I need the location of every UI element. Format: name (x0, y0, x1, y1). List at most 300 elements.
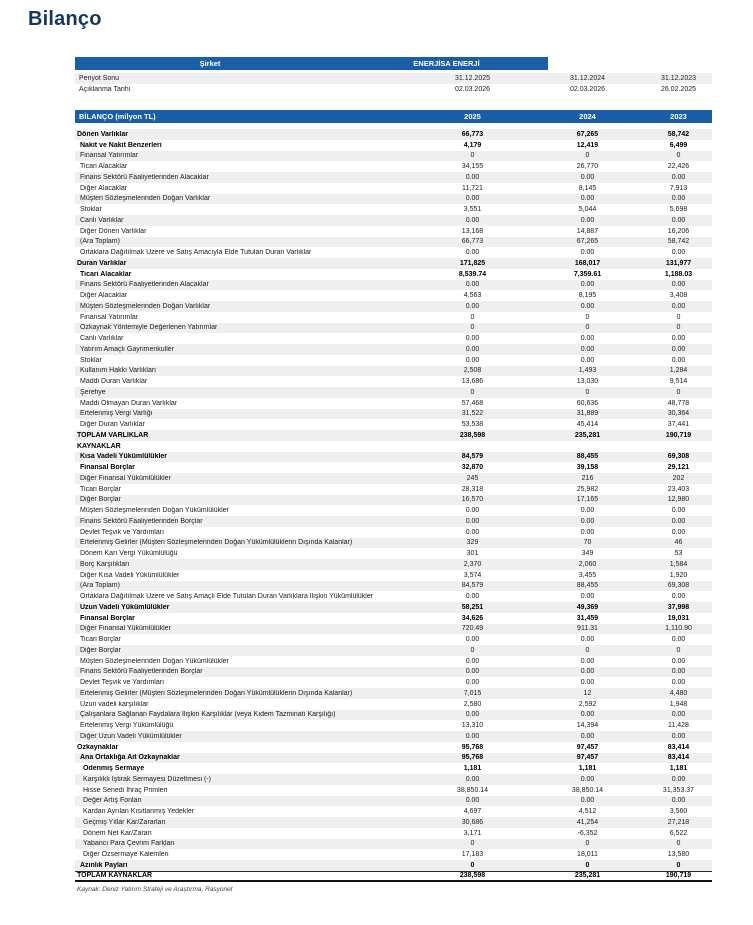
cell-2023: 83,414 (667, 743, 690, 751)
cell-2024: 31.12.2024 (569, 75, 606, 82)
balance-table-body (75, 129, 712, 882)
table-row (75, 688, 712, 699)
cell-2024: 0.00 (580, 356, 595, 364)
cell-2025: 0 (470, 646, 475, 654)
cell-2023: 0 (676, 388, 681, 396)
page-title: Bilanço (28, 8, 102, 30)
table-row (75, 269, 712, 280)
table-row (75, 796, 712, 807)
cell-2023: 0.00 (671, 173, 686, 181)
cell-2025: 0.00 (465, 302, 480, 310)
cell-2025: 0.00 (465, 249, 480, 257)
cell-2024: 14,394 (576, 722, 599, 730)
table-row (75, 763, 712, 774)
row-label: Finans Sektörü Faaliyetlerinden Borçlar (80, 517, 203, 525)
row-label: Diğer Özsermaye Kalemleri (83, 851, 169, 859)
cell-2023: 0.00 (671, 711, 686, 719)
row-label: Devlet Teşvik ve Yardımları (80, 528, 165, 536)
cell-2023: 37,441 (667, 421, 690, 429)
cell-2024: 0.00 (580, 593, 595, 601)
cell-2025: 8,539.74 (458, 270, 487, 278)
row-label: Özkaynaklar (77, 743, 119, 751)
cell-2024: 31,459 (576, 614, 599, 622)
year-column-2024: 2024 (579, 112, 596, 121)
table-row (75, 312, 712, 323)
cell-2025: 66,773 (461, 130, 484, 138)
cell-2025: 0 (470, 388, 475, 396)
cell-2023: 46 (674, 539, 683, 547)
cell-2024: -6,352 (577, 829, 598, 837)
cell-2024: 5,044 (578, 206, 597, 214)
table-row (75, 645, 712, 656)
cell-2023: 0.00 (671, 593, 686, 601)
row-label: Diğer Finansal Yükümlülükler (80, 625, 171, 633)
cell-2025: 66,773 (461, 238, 484, 246)
cell-2024: 0 (585, 313, 590, 321)
cell-2023: 0 (676, 861, 681, 869)
cell-2023: 19,031 (667, 614, 690, 622)
cell-2023: 0.00 (671, 732, 686, 740)
cell-2024: 49,369 (576, 603, 599, 611)
cell-2024: 0.00 (580, 281, 595, 289)
cell-2024: 7,359.61 (573, 270, 602, 278)
row-label: Yatırım Amaçlı Gayrimenkuller (80, 345, 175, 353)
cell-2023: 1,948 (669, 700, 688, 708)
cell-2024: 0.00 (580, 345, 595, 353)
cell-2023: 13,580 (667, 851, 690, 859)
table-row (75, 409, 712, 420)
table-row (75, 226, 712, 237)
cell-2023: 0.00 (671, 302, 686, 310)
cell-2025: 13,168 (461, 227, 484, 235)
cell-2025: 53,538 (461, 421, 484, 429)
cell-2023: 0.00 (671, 517, 686, 525)
cell-2024: 3,455 (578, 571, 597, 579)
cell-2023: 1,920 (669, 571, 688, 579)
cell-2025: 1,181 (463, 765, 482, 773)
row-label: Müşteri Sözleşmelerinden Doğan Yükümlülükler (80, 507, 229, 515)
meta-row (75, 84, 712, 95)
cell-2025: 84,579 (461, 582, 484, 590)
table-row (75, 419, 712, 430)
cell-2025: 2,508 (463, 367, 482, 375)
table-row (75, 538, 712, 549)
cell-2025: 0.00 (465, 195, 480, 203)
cell-2025: 4,563 (463, 292, 482, 300)
cell-2024: 38,850.14 (571, 786, 604, 794)
row-label: Çalışanlara Sağlanan Faydalara İlişkin Karşılıklar (veya Kıdem Tazminatı Karşılığı) (80, 711, 336, 719)
cell-2023: 0.00 (671, 657, 686, 665)
cell-2024: 0.00 (580, 517, 595, 525)
table-row (75, 828, 712, 839)
cell-2023: 22,426 (667, 163, 690, 171)
table-row (75, 247, 712, 258)
table-row (75, 753, 712, 764)
table-row (75, 806, 712, 817)
cell-2024: 0.00 (580, 668, 595, 676)
cell-2023: 16,206 (667, 227, 690, 235)
table-row (75, 161, 712, 172)
cell-2024: 0 (585, 324, 590, 332)
cell-2023: 27,218 (667, 818, 690, 826)
row-label: Ertelenmiş Gelirler (Müşteri Sözleşmelerinden Doğan Yükümlülüklerin Dışında Kalanlar) (80, 689, 353, 697)
row-label: Ödenmiş Sermaye (83, 765, 145, 773)
cell-2023: 0.00 (671, 281, 686, 289)
cell-2024: 97,457 (576, 743, 599, 751)
cell-2025: 0.00 (465, 216, 480, 224)
cell-2023: 0 (676, 840, 681, 848)
cell-2024: 0.00 (580, 216, 595, 224)
cell-2025: 17,183 (461, 851, 484, 859)
table-header-bar (75, 110, 712, 123)
cell-2024: 25,982 (576, 485, 599, 493)
row-label: Diğer Alacaklar (80, 184, 128, 192)
cell-2024: 0.00 (580, 173, 595, 181)
cell-2023: 0.00 (671, 636, 686, 644)
table-row (75, 495, 712, 506)
cell-2025: 0.00 (465, 711, 480, 719)
row-label: TOPLAM KAYNAKLAR (77, 872, 153, 880)
table-row (75, 484, 712, 495)
cell-2023: 83,414 (667, 754, 690, 762)
row-label: Açıklanma Tarihi (79, 86, 131, 93)
cell-2024: 0.00 (580, 679, 595, 687)
cell-2025: 02.03.2026 (454, 86, 491, 93)
table-row (75, 677, 712, 688)
cell-2023: 6,522 (669, 829, 688, 837)
row-label: Müşteri Sözleşmelerinden Doğan Yükümlülükler (80, 657, 229, 665)
table-row (75, 516, 712, 527)
cell-2025: 0.00 (465, 593, 480, 601)
table-row (75, 634, 712, 645)
cell-2024: 60,636 (576, 399, 599, 407)
table-row (75, 871, 712, 882)
cell-2023: 0.00 (671, 528, 686, 536)
table-row (75, 785, 712, 796)
cell-2024: 0.00 (580, 249, 595, 257)
row-label: Uzun Vadeli Yükümlülükler (80, 603, 170, 611)
cell-2025: 4,697 (463, 808, 482, 816)
cell-2023: 4,480 (669, 689, 688, 697)
table-row (75, 710, 712, 721)
table-row (75, 344, 712, 355)
cell-2024: 97,457 (576, 754, 599, 762)
cell-2023: 31.12.2023 (660, 75, 697, 82)
table-row (75, 473, 712, 484)
cell-2025: 0.00 (465, 668, 480, 676)
cell-2025: 38,850.14 (456, 786, 489, 794)
cell-2025: 32,870 (461, 464, 484, 472)
cell-2024: 12,419 (576, 141, 599, 149)
cell-2025: 0.00 (465, 732, 480, 740)
row-label: Finansal Yatırımlar (80, 152, 139, 160)
table-row (75, 301, 712, 312)
year-column-2023: 2023 (670, 112, 687, 121)
meta-row (75, 73, 712, 84)
row-label: Diğer Duran Varlıklar (80, 421, 145, 429)
row-label: Diğer Borçlar (80, 496, 121, 504)
row-label: Uzun vadeli karşılıklar (80, 700, 149, 708)
cell-2025: 31,522 (461, 410, 484, 418)
table-row (75, 860, 712, 871)
table-row (75, 602, 712, 613)
row-label: Finansal Borçlar (80, 614, 135, 622)
cell-2025: 238,598 (459, 431, 486, 439)
cell-2025: 34,626 (461, 614, 484, 622)
cell-2023: 0 (676, 646, 681, 654)
cell-2025: 13,310 (461, 722, 484, 730)
table-row (75, 849, 712, 860)
cell-2025: 11,721 (462, 184, 483, 192)
cell-2024: 88,455 (576, 453, 599, 461)
cell-2023: 53 (674, 550, 683, 558)
cell-2023: 69,308 (667, 582, 690, 590)
cell-2024: 8,145 (578, 184, 597, 192)
cell-2025: 301 (466, 550, 479, 558)
company-name: ENERJİSA ENERJİ (413, 59, 480, 68)
cell-2024: 0.00 (580, 302, 595, 310)
cell-2023: 29,121 (667, 464, 690, 472)
row-label: Diğer Uzun Vadeli Yükümlülükler (80, 732, 182, 740)
row-label: Maddi Duran Varlıklar (80, 378, 148, 386)
cell-2023: 0.00 (671, 249, 686, 257)
table-row (75, 398, 712, 409)
cell-2024: 0.00 (580, 657, 595, 665)
cell-2023: 190,719 (665, 872, 692, 880)
row-label: Finansal Yatırımlar (80, 313, 139, 321)
row-label: (Ara Toplam) (80, 582, 120, 590)
cell-2024: 39,158 (576, 464, 599, 472)
cell-2024: 0.00 (580, 195, 595, 203)
cell-2025: 0.00 (465, 528, 480, 536)
row-label: Ticari Borçlar (80, 636, 121, 644)
cell-2023: 202 (672, 474, 685, 482)
table-row (75, 731, 712, 742)
cell-2024: 45,414 (576, 421, 599, 429)
cell-2024: 67,265 (576, 130, 599, 138)
cell-2024: 18,011 (577, 851, 598, 859)
row-label: Nakit ve Nakit Benzerleri (80, 141, 162, 149)
table-row (75, 183, 712, 194)
row-label: Diğer Dönen Varlıklar (80, 227, 147, 235)
cell-2023: 0.00 (671, 195, 686, 203)
table-row (75, 215, 712, 226)
cell-2025: 0.00 (465, 636, 480, 644)
cell-2024: 41,254 (576, 818, 599, 826)
cell-2024: 88,455 (576, 582, 599, 590)
cell-2024: 0.00 (580, 335, 595, 343)
row-label: Ertelenmiş Gelirler (Müşteri Sözleşmelerinden Doğan Yükümlülüklerin Dışında Kalanlar) (80, 539, 353, 547)
cell-2023: 0 (676, 152, 681, 160)
row-label: Kullanım Hakkı Varlıkları (80, 367, 157, 375)
row-label: Müşteri Sözleşmelerinden Doğan Varlıklar (80, 195, 211, 203)
table-row (75, 613, 712, 624)
cell-2023: 0.00 (671, 797, 686, 805)
cell-2025: 238,598 (459, 872, 486, 880)
table-row (75, 204, 712, 215)
cell-2025: 0.00 (465, 173, 480, 181)
year-column-2025: 2025 (464, 112, 481, 121)
cell-2025: 0.00 (465, 507, 480, 515)
row-label: Finans Sektörü Faaliyetlerinden Alacaklar (80, 281, 209, 289)
row-label: Stoklar (80, 356, 102, 364)
cell-2025: 0 (470, 313, 475, 321)
row-label: Finansal Borçlar (80, 464, 135, 472)
row-label: Ticari Alacaklar (80, 270, 132, 278)
cell-2024: 70 (583, 539, 592, 547)
row-label: Ertelenmiş Vergi Yükümlülüğü (80, 722, 174, 730)
cell-2024: 0 (585, 861, 590, 869)
cell-2025: 34,155 (461, 163, 484, 171)
table-row (75, 376, 712, 387)
cell-2023: 1,188.03 (664, 270, 693, 278)
table-row (75, 290, 712, 301)
row-label: Canlı Varlıklar (80, 335, 124, 343)
cell-2025: 2,370 (463, 560, 482, 568)
table-row (75, 817, 712, 828)
cell-2024: 13,030 (576, 378, 599, 386)
row-label: (Ara Toplam) (80, 238, 120, 246)
row-label: Ticari Alacaklar (80, 163, 128, 171)
cell-2024: 12 (583, 689, 592, 697)
cell-2025: 16,570 (461, 496, 484, 504)
cell-2023: 0 (676, 324, 681, 332)
row-label: Diğer Kısa Vadeli Yükümlülükler (80, 571, 180, 579)
cell-2024: 168,017 (574, 259, 601, 267)
cell-2023: 26.02.2025 (660, 86, 697, 93)
cell-2024: 0.00 (580, 507, 595, 515)
cell-2023: 37,998 (667, 603, 690, 611)
row-label: Dönem Karı Vergi Yükümlülüğü (80, 550, 178, 558)
cell-2025: 0.00 (465, 517, 480, 525)
cell-2023: 0.00 (671, 345, 686, 353)
row-label: Şerefiye (80, 388, 106, 396)
cell-2023: 6,499 (669, 141, 688, 149)
cell-2025: 245 (466, 474, 479, 482)
row-label: Karşılıklı İştirak Sermayesi Düzeltmesi (-) (83, 775, 211, 783)
table-row (75, 441, 712, 452)
table-row (75, 452, 712, 463)
table-row (75, 430, 712, 441)
cell-2024: 0.00 (580, 732, 595, 740)
table-row (75, 333, 712, 344)
cell-2024: 14,887 (576, 227, 599, 235)
cell-2023: 11,428 (668, 722, 689, 730)
cell-2025: 95,768 (461, 754, 484, 762)
cell-2023: 131,977 (665, 259, 692, 267)
table-row (75, 129, 712, 140)
cell-2024: 1,181 (578, 765, 597, 773)
table-row (75, 720, 712, 731)
cell-2025: 7,015 (463, 689, 482, 697)
cell-2024: 2,592 (578, 700, 597, 708)
cell-2023: 0.00 (671, 216, 686, 224)
cell-2025: 0 (470, 861, 475, 869)
table-row (75, 237, 712, 248)
row-label: Periyot Sonu (79, 75, 120, 82)
row-label: Özkaynak Yöntemiyle Değerlenen Yatırımlar (80, 324, 218, 332)
table-row (75, 527, 712, 538)
company-header-bar (75, 57, 548, 70)
balance-sheet-report (75, 57, 712, 893)
cell-2023: 1,110.90 (665, 625, 692, 633)
cell-2023: 3,560 (669, 808, 688, 816)
cell-2024: 911.31 (577, 625, 598, 633)
cell-2024: 26,770 (576, 163, 599, 171)
cell-2025: 0 (470, 324, 475, 332)
cell-2024: 0 (585, 388, 590, 396)
cell-2023: 1,584 (669, 560, 688, 568)
table-row (75, 323, 712, 334)
cell-2025: 95,768 (461, 743, 484, 751)
cell-2025: 4,179 (463, 141, 482, 149)
row-label: Ortaklara Dağıtılmak Üzere ve Satış Amacıyla Elde Tutulan Duran Varlıklar (80, 249, 312, 257)
cell-2023: 1,284 (669, 367, 688, 375)
table-row (75, 774, 712, 785)
cell-2024: 0.00 (580, 797, 595, 805)
source-note: Kaynak: Deniz Yatırım Strateji ve Araştırma, Rasyonet (77, 885, 233, 893)
cell-2023: 12,980 (667, 496, 690, 504)
table-row (75, 839, 712, 850)
row-label: Dönen Varlıklar (77, 130, 128, 138)
table-row (75, 591, 712, 602)
table-row (75, 366, 712, 377)
row-label: Ertelenmiş Vergi Varlığı (80, 410, 153, 418)
row-label: Borç Karşılıkları (80, 560, 130, 568)
cell-2023: 31,353.37 (662, 786, 695, 794)
table-row (75, 151, 712, 162)
row-label: Duran Varlıklar (77, 259, 127, 267)
row-label: Değer Artış Fonları (83, 797, 142, 805)
row-label: Ana Ortaklığa Ait Özkaynaklar (80, 754, 180, 762)
cell-2025: 84,579 (461, 453, 484, 461)
table-row (75, 280, 712, 291)
cell-2023: 48,778 (667, 399, 690, 407)
table-row (75, 355, 712, 366)
row-label: Devlet Teşvik ve Yardımları (80, 679, 165, 687)
cell-2023: 0.00 (671, 507, 686, 515)
cell-2025: 329 (466, 539, 479, 547)
row-label: Ortaklara Dağıtılmak Üzere ve Satış Amaçlı Elde Tutulan Duran Varlıklara İlişkin Yükümlülükler (80, 593, 374, 601)
cell-2025: 171,825 (459, 259, 486, 267)
cell-2023: 3,408 (669, 292, 688, 300)
cell-2024: 0.00 (580, 636, 595, 644)
table-row (75, 387, 712, 398)
table-row (75, 624, 712, 635)
row-label: Diğer Alacaklar (80, 292, 128, 300)
cell-2025: 0 (470, 152, 475, 160)
row-label: Canlı Varlıklar (80, 216, 124, 224)
row-label: Kısa Vadeli Yükümlülükler (80, 453, 168, 461)
company-header-label: Şirket (199, 59, 221, 68)
row-label: Ticari Borçlar (80, 485, 121, 493)
row-label: Müşteri Sözleşmelerinden Doğan Varlıklar (80, 302, 211, 310)
cell-2023: 0.00 (671, 668, 686, 676)
cell-2024: 0.00 (580, 711, 595, 719)
row-label: Azınlık Payları (80, 861, 128, 869)
cell-2024: 0.00 (580, 528, 595, 536)
cell-2023: 190,719 (665, 431, 692, 439)
cell-2025: 0.00 (465, 657, 480, 665)
cell-2025: 2,580 (463, 700, 482, 708)
cell-2024: 2,060 (578, 560, 597, 568)
table-row (75, 699, 712, 710)
row-label: Diğer Borçlar (80, 646, 121, 654)
cell-2023: 7,913 (669, 184, 688, 192)
table-row (75, 581, 712, 592)
row-label: Kardan Ayrılan Kısıtlanmış Yedekler (83, 808, 195, 816)
cell-2024: 8,195 (578, 292, 597, 300)
